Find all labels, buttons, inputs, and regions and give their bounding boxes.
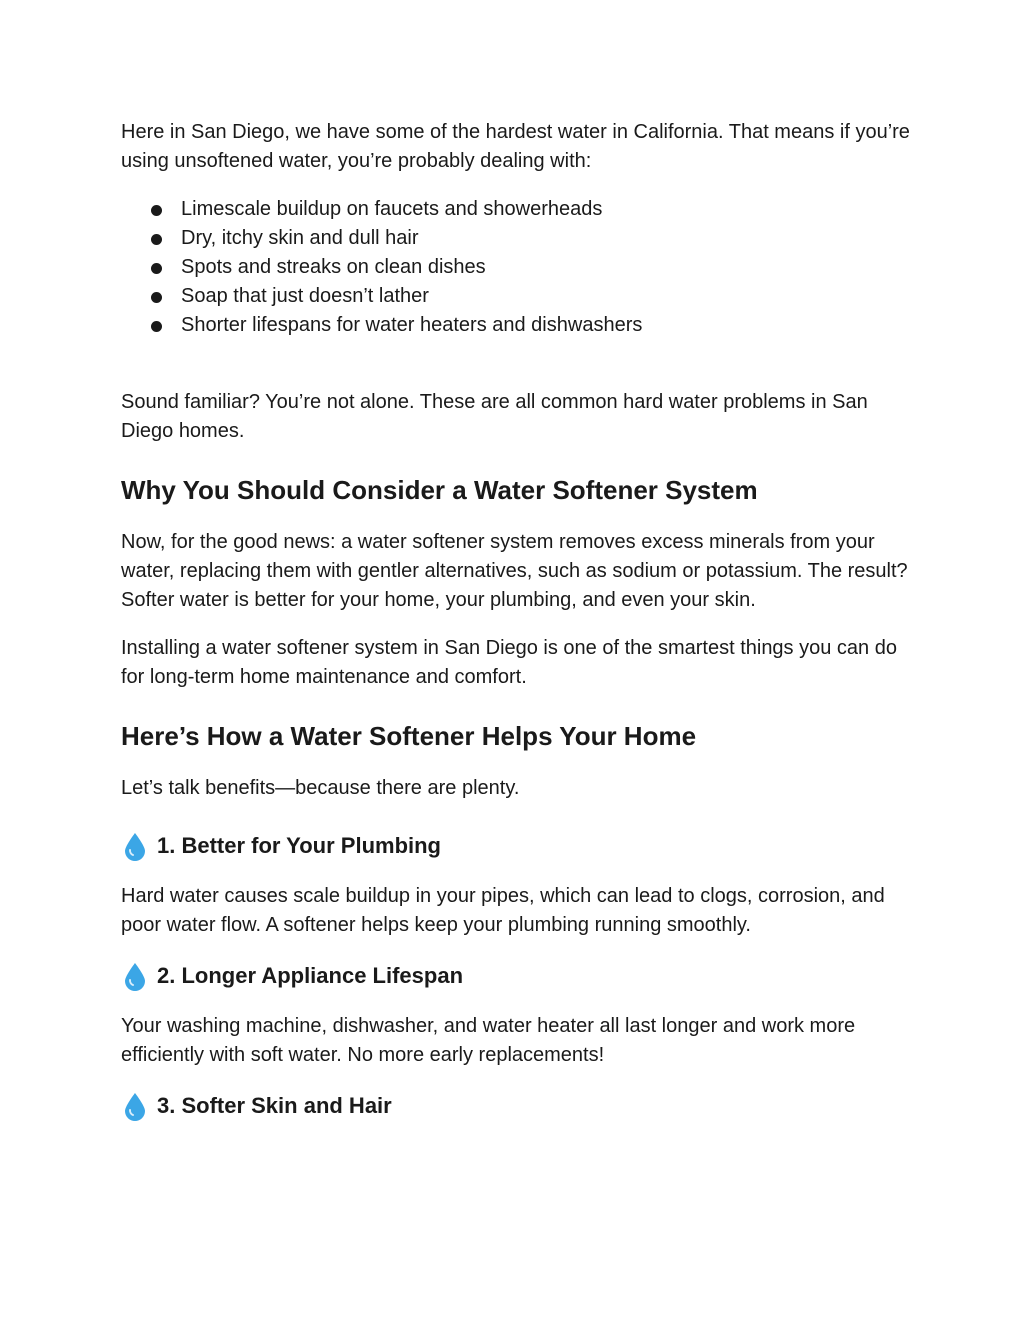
how-lead-paragraph: Let’s talk benefits—because there are plenty. [121, 777, 520, 799]
benefit-heading-skin [121, 1091, 911, 1121]
list-item: Shorter lifespans for water heaters and dishwashers [121, 311, 911, 340]
why-paragraph-1: Now, for the good news: a water softener system removes excess minerals from your water, replacing them with gentler alternatives, such as sodium or potassium. The result? Softer water is better for your home, your plumbing, and even your skin. [121, 531, 908, 611]
benefit-heading-appliance [121, 961, 911, 991]
why-paragraph-2: Installing a water softener system in San Diego is one of the smartest things you can do for long-term home maintenance and comfort. [121, 637, 897, 688]
familiar-paragraph: Sound familiar? You’re not alone. These are all common hard water problems in San Diego homes. [121, 391, 868, 442]
benefit-title: 3. Softer Skin and Hair [157, 1093, 392, 1118]
how-heading: Here’s How a Water Softener Helps Your Home [121, 721, 697, 751]
bullet-icon [151, 205, 162, 216]
bullet-icon [151, 234, 162, 245]
list-item: Dry, itchy skin and dull hair [121, 224, 911, 253]
benefit-body: Your washing machine, dishwasher, and water heater all last longer and work more efficiently with soft water. No more early replacements! [121, 1015, 856, 1066]
water-drop-icon [121, 831, 149, 861]
list-item: Limescale buildup on faucets and showerheads [121, 195, 911, 224]
list-item: Spots and streaks on clean dishes [121, 253, 911, 282]
bullet-icon [151, 263, 162, 274]
why-heading: Why You Should Consider a Water Softener System [121, 475, 758, 505]
intro-paragraph: Here in San Diego, we have some of the hardest water in California. That means if you’re using unsoftened water, you’re probably dealing with: [121, 121, 910, 172]
benefit-title: 1. Better for Your Plumbing [157, 833, 441, 858]
document-page [121, 118, 911, 1142]
benefit-title: 2. Longer Appliance Lifespan [157, 963, 464, 988]
benefit-body: Hard water causes scale buildup in your pipes, which can lead to clogs, corrosion, and poor water flow. A softener helps keep your plumbing running smoothly. [121, 885, 885, 936]
bullet-icon [151, 292, 162, 303]
bullet-icon [151, 321, 162, 332]
benefit-heading-plumbing [121, 831, 911, 861]
problems-list [121, 195, 911, 340]
list-item: Soap that just doesn’t lather [121, 282, 911, 311]
water-drop-icon [121, 961, 149, 991]
water-drop-icon [121, 1091, 149, 1121]
